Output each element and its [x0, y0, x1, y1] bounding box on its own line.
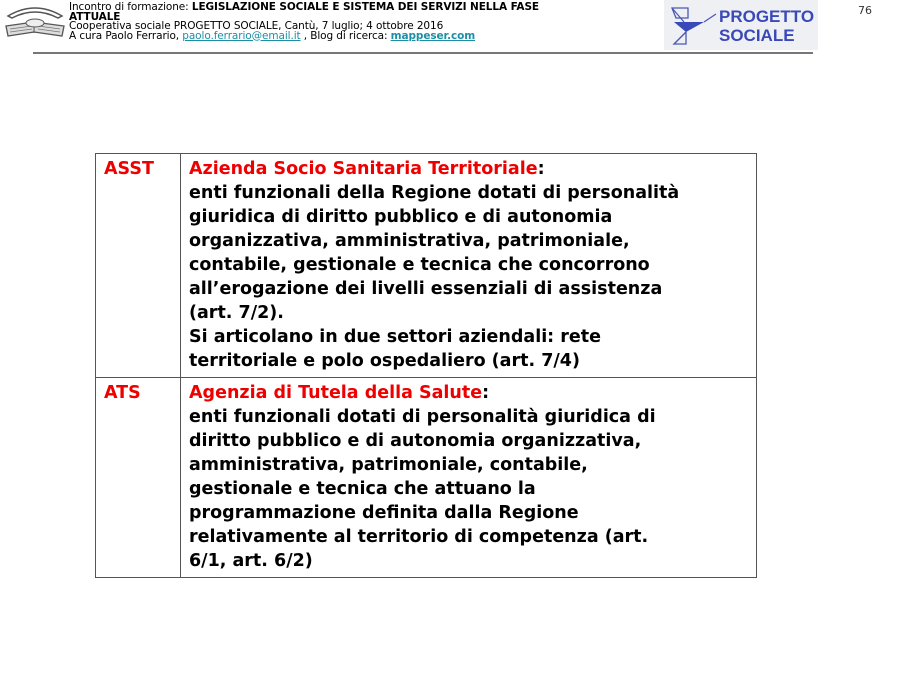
header-line-4: A cura Paolo Ferrario, paolo.ferrario@email.it , Blog di ricerca: mappeser.com [69, 29, 476, 42]
definitions-table [95, 153, 757, 578]
brand-name: PROGETTO SOCIALE [719, 7, 815, 45]
blog-link[interactable]: mappeser.com [390, 29, 476, 42]
page-number: 76 [858, 4, 872, 17]
acronym-cell: ASST [96, 154, 181, 378]
header-line-3: Cooperativa sociale PROGETTO SOCIALE, Cantù, 7 luglio; 4 ottobre 2016 [69, 20, 444, 32]
header-divider [33, 52, 813, 54]
definition-title: Azienda Socio Sanitaria Territoriale [189, 159, 538, 179]
acronym-cell: ATS [96, 378, 181, 578]
table-row [96, 378, 757, 578]
header-line-1: Incontro di formazione: LEGISLAZIONE SOCIALE E SISTEMA DEI SERVIZI NELLA FASE [69, 1, 539, 13]
progetto-sociale-logo [664, 0, 818, 50]
book-handshake-logo [4, 2, 66, 40]
email-link[interactable]: paolo.ferrario@email.it [182, 29, 301, 42]
definition-cell: Agenzia di Tutela della Salute: enti funzionali dotati di personalità giuridica di diritto pubblico e di autonomia organizzativa, amministrativa, patrimoniale, contabile, gestionale e tecnica che attuano la programmazione definita dalla Regione relativamente al territorio di competenza (art. 6/1, art. 6/2) [181, 378, 757, 578]
table-row [96, 154, 757, 378]
definition-cell: Azienda Socio Sanitaria Territoriale: enti funzionali della Regione dotati di personalità giuridica di diritto pubblico e di autonomia organizzativa, amministrativa, patrimoniale, contabile, gestionale e tecnica che concorrono all’erogazione dei livelli essenziali di assistenza (art. 7/2). Si articolano in due settori aziendali: rete territoriale e polo ospedaliero (art. 7/4) [181, 154, 757, 378]
header-info [69, 3, 539, 41]
header-line-2: ATTUALE [69, 10, 121, 23]
definition-title: Agenzia di Tutela della Salute [189, 383, 483, 403]
